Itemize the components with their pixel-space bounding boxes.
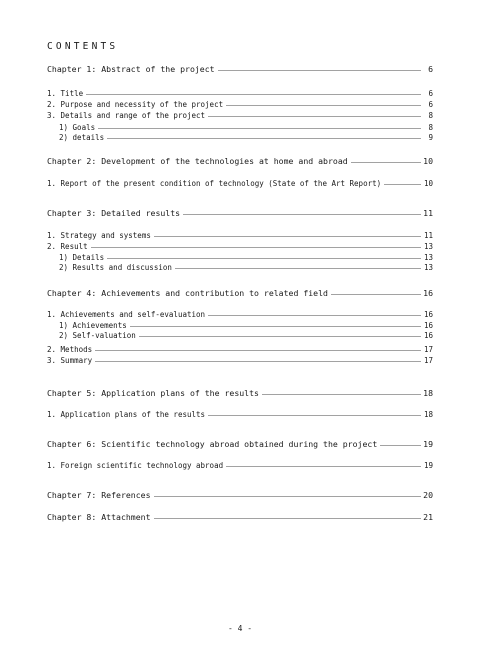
toc-entry-label: 2) Results and discussion (59, 263, 172, 272)
toc-entry-label: Chapter 1: Abstract of the project (47, 64, 215, 74)
toc-entry-page-number: 6 (428, 89, 433, 98)
dot-leader (130, 326, 421, 327)
toc-subitem-entry[interactable] (47, 329, 433, 340)
contents-heading: CONTENTS (47, 41, 119, 52)
toc-item-entry[interactable] (47, 354, 433, 365)
toc-entry-label: 3. Details and range of the project (47, 111, 206, 120)
toc-entry-page-number: 16 (423, 310, 433, 319)
toc-entry-label: Chapter 5: Application plans of the results (47, 388, 259, 398)
toc-entry-label: 1) Goals (59, 123, 96, 132)
dot-leader (95, 350, 421, 351)
toc-entry-page-number: 6 (428, 64, 433, 74)
toc-entry-page-number: 16 (423, 321, 433, 330)
toc-entry-page-number: 18 (423, 410, 433, 419)
toc-chapter-entry[interactable] (47, 207, 433, 218)
toc-entry-label: Chapter 3: Detailed results (47, 208, 181, 218)
dot-leader (139, 336, 421, 337)
toc-chapter-entry[interactable] (47, 287, 433, 298)
toc-entry-page-number: 11 (423, 208, 433, 218)
toc-entry-label: 1) Details (59, 253, 105, 262)
toc-entry-page-number: 19 (423, 439, 433, 449)
dot-leader (95, 361, 421, 362)
toc-chapter-entry[interactable] (47, 438, 433, 449)
dot-leader (107, 138, 421, 139)
dot-leader (331, 294, 421, 295)
toc-entry-label: Chapter 7: References (47, 490, 151, 500)
toc-item-entry[interactable] (47, 240, 433, 251)
toc-entry-label: 1. Title (47, 89, 84, 98)
toc-entry-page-number: 16 (423, 331, 433, 340)
toc-entry-label: 2) details (59, 133, 105, 142)
toc-entry-label: Chapter 4: Achievements and contribution to related field (47, 288, 328, 298)
dot-leader (208, 116, 421, 117)
dot-leader (218, 70, 421, 71)
toc-entry-label: 3. Summary (47, 356, 93, 365)
toc-item-entry[interactable] (47, 408, 433, 419)
toc-item-entry[interactable] (47, 177, 433, 188)
dot-leader (262, 394, 421, 395)
toc-item-entry[interactable] (47, 109, 433, 120)
toc-entry-label: 1. Application plans of the results (47, 410, 206, 419)
toc-entry-page-number: 6 (428, 100, 433, 109)
toc-entry-label: 2. Purpose and necessity of the project (47, 100, 224, 109)
toc-entry-page-number: 17 (423, 345, 433, 354)
dot-leader (351, 162, 421, 163)
toc-entry-label: Chapter 6: Scientific technology abroad obtained during the project (47, 439, 378, 449)
toc-entry-page-number: 13 (423, 242, 433, 251)
toc-entry-label: 1. Achievements and self-evaluation (47, 310, 206, 319)
toc-chapter-entry[interactable] (47, 489, 433, 500)
toc-item-entry[interactable] (47, 87, 433, 98)
dot-leader (384, 184, 421, 185)
dot-leader (154, 496, 421, 497)
toc-entry-label: 1) Achievements (59, 321, 127, 330)
toc-entry-page-number: 8 (428, 123, 433, 132)
toc-item-entry[interactable] (47, 343, 433, 354)
toc-subitem-entry[interactable] (47, 131, 433, 142)
toc-entry-page-number: 13 (423, 263, 433, 272)
toc-entry-page-number: 9 (428, 133, 433, 142)
toc-entry-page-number: 19 (423, 461, 433, 470)
dot-leader (226, 105, 421, 106)
toc-entry-label: 1. Foreign scientific technology abroad (47, 461, 224, 470)
dot-leader (183, 214, 421, 215)
dot-leader (91, 247, 421, 248)
toc-entry-label: 2) Self-valuation (59, 331, 136, 340)
toc-chapter-entry[interactable] (47, 387, 433, 398)
dot-leader (208, 315, 421, 316)
dot-leader (175, 268, 421, 269)
toc-entry-page-number: 8 (428, 111, 433, 120)
toc-entry-label: Chapter 2: Development of the technologies at home and abroad (47, 156, 348, 166)
toc-entry-page-number: 10 (423, 156, 433, 166)
toc-entry-page-number: 16 (423, 288, 433, 298)
toc-entry-page-number: 13 (423, 253, 433, 262)
toc-entry-page-number: 21 (423, 512, 433, 522)
page-number-footer: - 4 - (227, 624, 253, 633)
toc-chapter-entry[interactable] (47, 155, 433, 166)
toc-entry-page-number: 10 (423, 179, 433, 188)
toc-entry-page-number: 18 (423, 388, 433, 398)
toc-item-entry[interactable] (47, 308, 433, 319)
toc-entry-label: 1. Strategy and systems (47, 231, 151, 240)
dot-leader (208, 415, 421, 416)
toc-subitem-entry[interactable] (47, 261, 433, 272)
dot-leader (154, 236, 421, 237)
dot-leader (380, 445, 421, 446)
dot-leader (86, 94, 421, 95)
toc-entry-label: 2. Methods (47, 345, 93, 354)
toc-item-entry[interactable] (47, 229, 433, 240)
dot-leader (154, 518, 421, 519)
dot-leader (226, 466, 421, 467)
toc-entry-page-number: 17 (423, 356, 433, 365)
toc-item-entry[interactable] (47, 459, 433, 470)
dot-leader (107, 258, 421, 259)
toc-entry-label: 1. Report of the present condition of technology (State of the Art Report) (47, 179, 382, 188)
toc-entry-page-number: 20 (423, 490, 433, 500)
toc-entry-label: 2. Result (47, 242, 88, 251)
toc-item-entry[interactable] (47, 98, 433, 109)
toc-entry-label: Chapter 8: Attachment (47, 512, 151, 522)
dot-leader (98, 128, 421, 129)
toc-chapter-entry[interactable] (47, 511, 433, 522)
toc-entry-page-number: 11 (423, 231, 433, 240)
toc-chapter-entry[interactable] (47, 63, 433, 74)
